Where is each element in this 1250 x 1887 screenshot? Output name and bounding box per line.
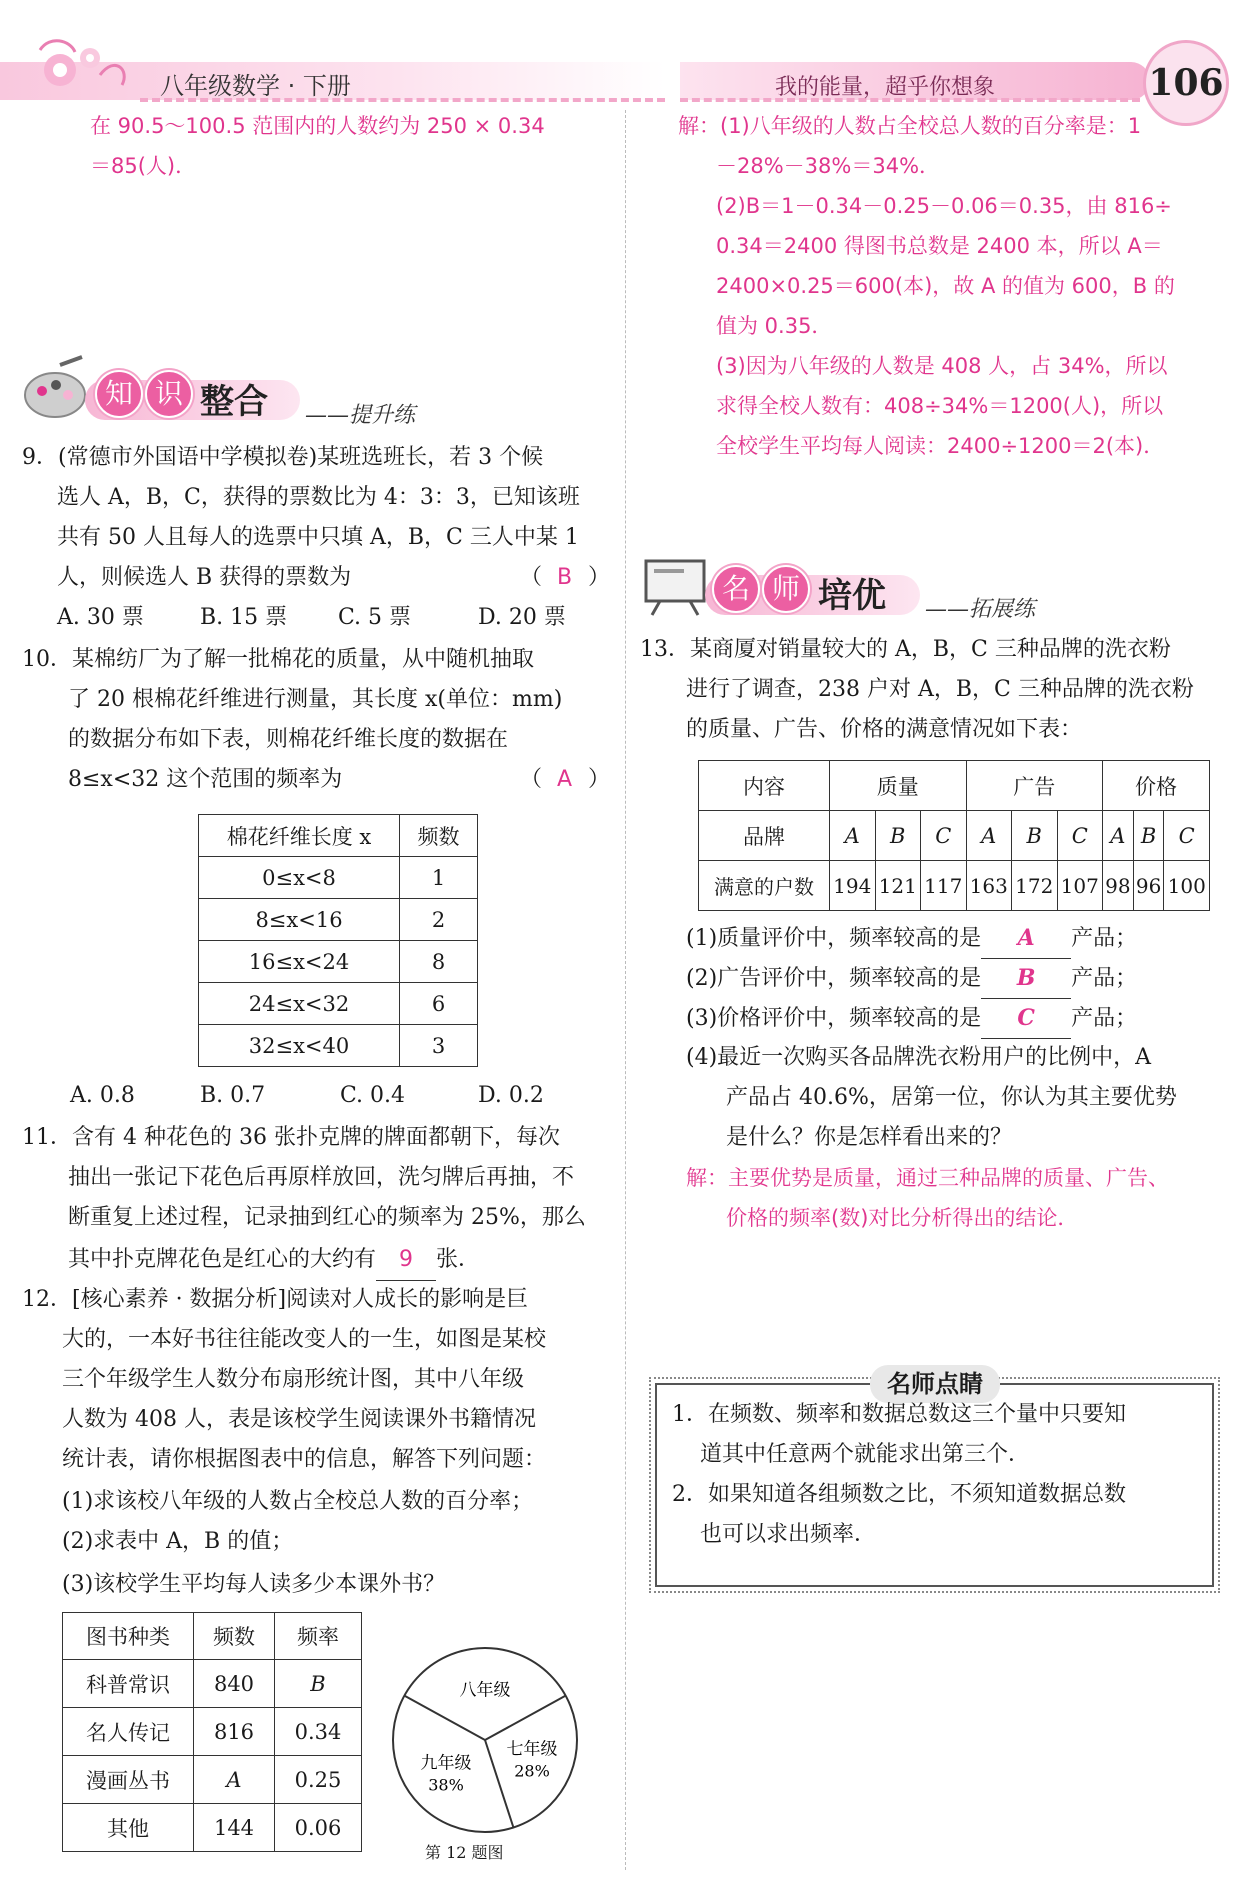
q10-option-b: B. 0.7 bbox=[200, 1083, 266, 1108]
q12-table-cell: A bbox=[194, 1756, 275, 1804]
q11-line3: 断重复上述过程，记录抽到红心的频率为 25%，那么 bbox=[68, 1205, 586, 1230]
q10-table-cell: 0≤x<8 bbox=[199, 857, 400, 899]
q13-brand-label: 品牌 bbox=[699, 811, 830, 861]
q9-option-b: B. 15 票 bbox=[200, 605, 288, 630]
q13-brand-cell: A bbox=[1103, 811, 1134, 861]
q12-sub2: (2)求表中 A，B 的值； bbox=[62, 1529, 294, 1554]
q10-line4: 8≤x<32 这个范围的频率为 bbox=[68, 767, 343, 792]
q12-pie-chart bbox=[385, 1640, 585, 1840]
q13-brand-cell: A bbox=[830, 811, 876, 861]
teacher-tips-title: 名师点睛 bbox=[870, 1365, 1000, 1403]
q13-sub2-suffix: 产品； bbox=[1071, 966, 1138, 991]
q10-table-cell: 6 bbox=[400, 983, 478, 1025]
q10-option-d: D. 0.2 bbox=[478, 1083, 544, 1108]
q10-line2: 了 20 根棉花纤维进行测量，其长度 x(单位：mm) bbox=[68, 687, 563, 712]
tips-item1-line2: 道其中任意两个就能求出第三个． bbox=[700, 1442, 1031, 1467]
q9-line1: 9．(常德市外国语中学模拟卷)某班选班长，若 3 个候 bbox=[22, 445, 544, 470]
q10-option-a: A. 0.8 bbox=[70, 1083, 135, 1108]
q12-table-cell: 144 bbox=[194, 1804, 275, 1852]
q13-count-label: 满意的户数 bbox=[699, 861, 830, 911]
q13-sub3 bbox=[686, 998, 1137, 1039]
q13-solution-line2: 价格的频率(数)对比分析得出的结论． bbox=[726, 1206, 1079, 1230]
q9-option-a: A. 30 票 bbox=[57, 605, 144, 630]
q10-answer: A bbox=[557, 767, 573, 792]
q13-count-cell: 194 bbox=[830, 861, 876, 911]
q13-line2: 进行了调查，238 户对 A，B，C 三种品牌的洗衣粉 bbox=[686, 677, 1194, 702]
carry-solution-line2: ＝85(人)． bbox=[90, 154, 197, 178]
q10-table-cell: 1 bbox=[400, 857, 478, 899]
q13-sub4-line2: 产品占 40.6%，居第一位，你认为其主要优势 bbox=[726, 1085, 1177, 1110]
banner-char-2: 师 bbox=[762, 565, 810, 613]
q13-survey-table bbox=[698, 760, 1210, 911]
q10-table-cell: 2 bbox=[400, 899, 478, 941]
tips-item2-line2: 也可以求出频率． bbox=[700, 1522, 877, 1547]
q12-solution-line: 2400×0.25＝600(本)，故 A 的值为 600，B 的 bbox=[716, 274, 1175, 298]
q13-sub2-answer: B bbox=[981, 958, 1071, 999]
pie-slice-label: 八年级 bbox=[459, 1680, 511, 1701]
q9-line3: 共有 50 人且每人的选票中只填 A，B，C 三人中某 1 bbox=[57, 525, 579, 550]
q10-table-cell: 32≤x<40 bbox=[199, 1025, 400, 1067]
q12-table-cell: 漫画丛书 bbox=[63, 1756, 194, 1804]
q12-table-cell: 840 bbox=[194, 1660, 275, 1708]
banner-char-1: 知 bbox=[95, 370, 143, 418]
tips-item2-line1: 2．如果知道各组频数之比，不须知道数据总数 bbox=[672, 1482, 1126, 1507]
q10-table-cell: 24≤x<32 bbox=[199, 983, 400, 1025]
pie-slice-value: 38% bbox=[428, 1775, 464, 1795]
q13-line3: 的质量、广告、价格的满意情况如下表： bbox=[686, 717, 1083, 742]
q13-brand-cell: B bbox=[1133, 811, 1164, 861]
q9-line2: 选人 A，B，C，获得的票数比为 4：3：3，已知该班 bbox=[57, 485, 580, 510]
q10-option-c: C. 0.4 bbox=[340, 1083, 406, 1108]
palette-icon bbox=[20, 355, 90, 425]
q9-option-d: D. 20 票 bbox=[478, 605, 566, 630]
q12-table-cell: 科普常识 bbox=[63, 1660, 194, 1708]
header-slogan: 我的能量，超乎你想象 bbox=[775, 75, 996, 100]
q12-table-cell: 名人传记 bbox=[63, 1708, 194, 1756]
q12-solution-line: (3)因为八年级的人数是 408 人，占 34%，所以 bbox=[716, 354, 1168, 378]
q11-line4 bbox=[68, 1240, 480, 1281]
q11-line2: 抽出一张记下花色后再原样放回，洗匀牌后再抽，不 bbox=[68, 1165, 575, 1190]
q13-count-cell: 163 bbox=[966, 861, 1012, 911]
q12-table-cell: 0.06 bbox=[275, 1804, 362, 1852]
q12-line2: 大的，一本好书往往能改变人的一生，如图是某校 bbox=[62, 1327, 547, 1352]
q13-solution-line1: 解：主要优势是质量，通过三种品牌的质量、广告、 bbox=[686, 1166, 1169, 1190]
q12-table-header: 频数 bbox=[194, 1613, 275, 1660]
q10-fiber-table bbox=[198, 814, 478, 1067]
banner-char-1: 名 bbox=[712, 565, 760, 613]
q13-sub2 bbox=[686, 958, 1137, 999]
q10-paren-right: ） bbox=[588, 767, 611, 792]
q13-count-cell: 107 bbox=[1057, 861, 1103, 911]
q10-table-header: 棉花纤维长度 x bbox=[199, 815, 400, 857]
q10-table-cell: 8≤x<16 bbox=[199, 899, 400, 941]
q13-count-cell: 100 bbox=[1164, 861, 1210, 911]
q13-count-cell: 98 bbox=[1103, 861, 1134, 911]
q13-brand-cell: B bbox=[1012, 811, 1058, 861]
q12-line3: 三个年级学生人数分布扇形统计图，其中八年级 bbox=[62, 1367, 525, 1392]
q11-answer-blank: 9 bbox=[376, 1240, 436, 1281]
q13-line1: 13．某商厦对销量较大的 A，B，C 三种品牌的洗衣粉 bbox=[640, 637, 1171, 662]
q9-answer: B bbox=[557, 565, 573, 590]
q12-line1: 12．[核心素养 · 数据分析]阅读对人成长的影响是巨 bbox=[22, 1287, 529, 1312]
q12-table-cell: 0.25 bbox=[275, 1756, 362, 1804]
q13-table-header: 质量 bbox=[830, 761, 967, 811]
section-subtitle-teacher: ——拓展练 bbox=[925, 597, 1036, 622]
banner-char-2: 识 bbox=[145, 370, 193, 418]
q13-count-cell: 172 bbox=[1012, 861, 1058, 911]
q11-line1: 11．含有 4 种花色的 36 张扑克牌的牌面都朝下，每次 bbox=[22, 1125, 560, 1150]
q12-table-header: 频率 bbox=[275, 1613, 362, 1660]
q12-solution-line: (2)B＝1－0.34－0.25－0.06＝0.35，由 816÷ bbox=[716, 194, 1172, 218]
q10-table-cell: 16≤x<24 bbox=[199, 941, 400, 983]
q10-paren-left: （ bbox=[520, 767, 543, 792]
tips-item1-line1: 1．在频数、频率和数据总数这三个量中只要知 bbox=[672, 1402, 1126, 1427]
q10-table-cell: 8 bbox=[400, 941, 478, 983]
q9-paren-left: （ bbox=[520, 565, 543, 590]
pie-slice-label: 七年级 bbox=[506, 1739, 558, 1760]
q12-figure-caption: 第 12 题图 bbox=[425, 1843, 504, 1862]
q12-solution-line: －28%－38%＝34%． bbox=[716, 154, 941, 178]
q10-table-cell: 3 bbox=[400, 1025, 478, 1067]
q13-brand-cell: C bbox=[921, 811, 967, 861]
q13-table-header: 价格 bbox=[1103, 761, 1210, 811]
q12-sub1: (1)求该校八年级的人数占全校总人数的百分率； bbox=[62, 1489, 534, 1514]
q9-option-c: C. 5 票 bbox=[338, 605, 412, 630]
q13-count-cell: 96 bbox=[1133, 861, 1164, 911]
q10-line3: 的数据分布如下表，则棉花纤维长度的数据在 bbox=[68, 727, 509, 752]
q11-line4-text: 其中扑克牌花色是红心的大约有 bbox=[68, 1247, 377, 1272]
pie-slice-label: 九年级 bbox=[420, 1753, 472, 1774]
q12-table-cell: 其他 bbox=[63, 1804, 194, 1852]
q13-sub3-answer: C bbox=[981, 998, 1071, 1039]
q12-sub3: (3)该校学生平均每人读多少本课外书？ bbox=[62, 1572, 446, 1597]
book-title: 八年级数学 · 下册 bbox=[160, 72, 351, 100]
q13-sub3-suffix: 产品； bbox=[1071, 1006, 1138, 1031]
easel-board-icon bbox=[640, 555, 710, 617]
pie-slice-value: 28% bbox=[514, 1761, 550, 1781]
flower-ornament-icon bbox=[30, 30, 140, 100]
q13-sub3-text: (3)价格评价中，频率较高的是 bbox=[686, 1006, 982, 1031]
q10-line1: 10．某棉纺厂为了解一批棉花的质量，从中随机抽取 bbox=[22, 647, 534, 672]
q12-solution-line: 解：(1)八年级的人数占全校总人数的百分率是：1 bbox=[678, 114, 1142, 138]
q13-brand-cell: C bbox=[1164, 811, 1210, 861]
q13-sub1-answer: A bbox=[981, 918, 1071, 959]
q12-solution-line: 全校学生平均每人阅读：2400÷1200＝2(本)． bbox=[716, 434, 1165, 458]
q13-table-header: 内容 bbox=[699, 761, 830, 811]
q12-table-cell: 816 bbox=[194, 1708, 275, 1756]
q13-count-cell: 121 bbox=[875, 861, 921, 911]
q13-sub2-text: (2)广告评价中，频率较高的是 bbox=[686, 966, 982, 991]
q13-sub1-suffix: 产品； bbox=[1071, 926, 1138, 951]
q13-sub4-line3: 是什么？你是怎样看出来的？ bbox=[726, 1125, 1013, 1150]
q13-table-header: 广告 bbox=[966, 761, 1103, 811]
q12-solution-line: 值为 0.35． bbox=[716, 314, 833, 338]
q12-line4: 人数为 408 人，表是该校学生阅读课外书籍情况 bbox=[62, 1407, 536, 1432]
column-divider bbox=[625, 110, 626, 1870]
q12-table-cell: 0.34 bbox=[275, 1708, 362, 1756]
section-subtitle-knowledge: ——提升练 bbox=[305, 403, 416, 428]
q13-sub1 bbox=[686, 918, 1137, 959]
carry-solution-line1: 在 90.5～100.5 范围内的人数约为 250 × 0.34 bbox=[90, 114, 545, 138]
q12-books-table bbox=[62, 1612, 362, 1852]
q11-line4-suffix: 张． bbox=[436, 1247, 481, 1272]
section-title-teacher: 培优 bbox=[818, 576, 886, 616]
q12-line5: 统计表，请你根据图表中的信息，解答下列问题： bbox=[62, 1447, 547, 1472]
q9-line4: 人，则候选人 B 获得的票数为 bbox=[57, 565, 352, 590]
q12-table-header: 图书种类 bbox=[63, 1613, 194, 1660]
q10-table-header: 频数 bbox=[400, 815, 478, 857]
q13-sub4-line1: (4)最近一次购买各品牌洗衣粉用户的比例中，A bbox=[686, 1045, 1152, 1070]
q12-table-cell: B bbox=[275, 1660, 362, 1708]
q13-brand-cell: A bbox=[966, 811, 1012, 861]
q13-count-cell: 117 bbox=[921, 861, 967, 911]
q12-solution-line: 0.34＝2400 得图书总数是 2400 本，所以 A＝ bbox=[716, 234, 1163, 258]
q12-solution-line: 求得全校人数有：408÷34%＝1200(人)，所以 bbox=[716, 394, 1164, 418]
q13-brand-cell: C bbox=[1057, 811, 1103, 861]
section-title-knowledge: 整合 bbox=[200, 382, 268, 422]
q9-paren-right: ） bbox=[588, 565, 611, 590]
q13-sub1-text: (1)质量评价中，频率较高的是 bbox=[686, 926, 982, 951]
q13-brand-cell: B bbox=[875, 811, 921, 861]
page-number: 106 bbox=[1143, 40, 1229, 126]
